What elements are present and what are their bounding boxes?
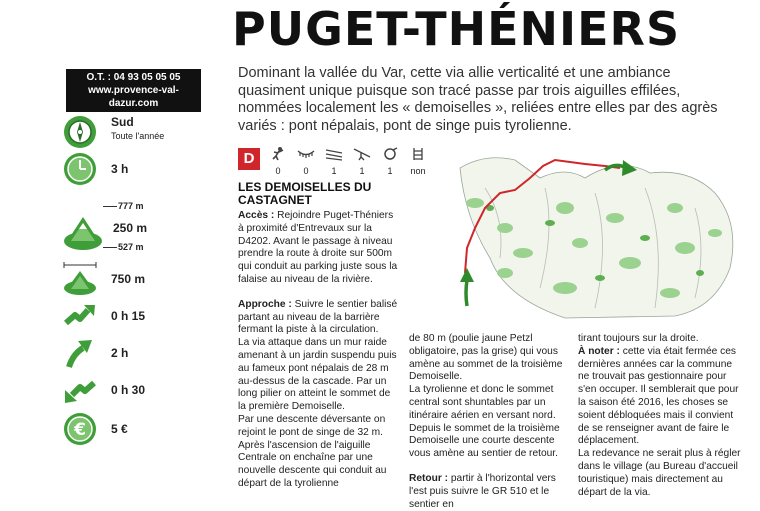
svg-text:€: € [74,420,86,440]
price-value: 5 € [111,422,128,436]
orientation-row [63,115,213,149]
length-row [63,262,213,296]
ladder-icon [409,147,427,161]
rating-nepalese-value: 0 [303,166,309,176]
text-column-3 [578,333,743,499]
rating-rope-value: 1 [387,166,393,176]
noter-label: À noter : [578,345,620,357]
rating-climber-value: 0 [275,166,281,176]
acces-paragraph [238,210,398,287]
mountain-elevation-icon [63,211,103,251]
via-paragraph: La via attaque dans un mur raide amenant à un jardin suspendu puis au fameux pont népalais de 28 m au-dessus de la cascade. Par un long pilier on atteint le sommet de la première Demoiselle. [238,337,397,413]
rating-nepalese-bridge [294,147,318,176]
start-arrow-icon [460,268,474,306]
noter-paragraph [578,346,743,448]
section-title: LES DEMOISELLES DU CASTAGNET [238,180,372,207]
retour-label: Retour : [409,472,449,484]
acces-body: Rejoindre Puget-Théniers à proximité d'Entrevaux sur la D4202. Avant le passage à niveau prendre la route à droite sur 500m qui conduit au parking juste sous la falaise au niveau de la rivière. [238,210,398,285]
rating-ladder [406,147,430,176]
altitude-bottom: 527 m [118,242,144,252]
difficulty-grade: D [238,148,260,170]
climb-arrow-icon [63,336,97,370]
length-mountain-icon [63,262,97,296]
duration-value: 3 h [111,162,129,176]
orientation-value: Sud [111,115,134,129]
descente-paragraph: Par une descente déversante on rejoint le pont de singe de 32 m. [238,413,386,438]
approach-row [63,299,213,333]
zipline-icon [353,147,371,161]
route-sketch [445,148,745,323]
climber-icon [269,147,287,161]
clock-icon [63,152,97,186]
descente-fin-paragraph: Depuis le sommet de la troisième Demoiselle une courte descente vous amène au sentier de retour. [409,422,560,460]
retour-body: partir à l'horizontal vers l'est puis suivre le GR 510 et le sentier en [409,472,556,510]
climb-row [63,336,213,370]
approche-paragraph [238,299,398,337]
rating-climber [266,147,290,176]
length-value: 750 m [111,272,146,286]
text-column-1 [238,210,398,491]
rating-rope [378,147,402,176]
rating-ladder-value: non [410,166,426,176]
acces-label: Accès : [238,210,275,221]
rating-zipline-value: 1 [359,166,365,176]
contact-phone: O.T. : 04 93 05 05 05 [86,72,181,83]
approche-body: Suivre le sentier balisé partant au niveau de la barrière fermant la piste à la circulation. [238,298,398,336]
retour-end-paragraph: tirant toujours sur la droite. [578,333,699,344]
rating-zipline [350,147,374,176]
rope-icon [381,147,399,161]
price-row [63,412,213,446]
return-arrow-icon [63,373,97,407]
tyrolienne-start-paragraph: Après l'ascension de l'aiguille Centrale on enchaîne par une nouvelle descente qui conduit au départ de la tyrolienne [238,439,387,489]
return-time: 0 h 30 [111,383,146,397]
cliff-drawing [460,158,733,318]
tyrolienne-end-paragraph: de 80 m (poulie jaune Petzl obligatoire, pas la grise) qui vous amène au sommet de la troisième Demoiselle. [409,333,563,383]
approche-label: Approche : [238,298,292,310]
contact-box [66,69,201,112]
elevation-row [63,201,213,256]
approach-time: 0 h 15 [111,309,146,323]
sommets-paragraph: La tyrolienne et donc le sommet central sont shuntables par un itinéraire aérien en versant nord. [409,384,556,421]
monkey-bridge-icon [325,147,343,161]
retour-paragraph [409,473,572,511]
elevation-gain: 250 m [113,221,148,235]
return-row [63,373,213,407]
rating-monkey-bridge [322,147,346,176]
compass-icon [63,115,97,149]
noter-body: cette via était fermée ces dernières années car la commune ne trouvait pas gestionnaire pour s'en occuper. Il semblerait que pour la saison été 2016, les choses se soient débloquées mais il convient de se renseigner avant de faire le déplacement. [578,345,739,447]
rating-monkey-value: 1 [331,166,337,176]
text-column-2 [409,333,572,511]
nepalese-bridge-icon [297,147,315,161]
euro-icon [63,412,97,446]
redevance-paragraph: La redevance ne serait plus à régler dans le village (au Bureau d'accueil touristique) mais directement au départ de la via. [578,448,741,498]
period-value: Toute l'année [111,131,165,141]
contact-website: www.provence-val-dazur.com [88,85,179,109]
page-title: PUGET-THÉNIERS [232,2,681,56]
altitude-top: 777 m [118,201,144,211]
climb-time: 2 h [111,346,129,360]
duration-row [63,152,213,186]
intro-paragraph: Dominant la vallée du Var, cette via allie verticalité et une ambiance quasiment unique puisque son tracé passe par trois aiguilles effilées, nommées localement les « demoiselles », reliées entre elles par des agrès variés : pont népalais, pont de singe puis tyrolienne. [238,65,718,134]
approach-arrow-icon [63,299,97,333]
